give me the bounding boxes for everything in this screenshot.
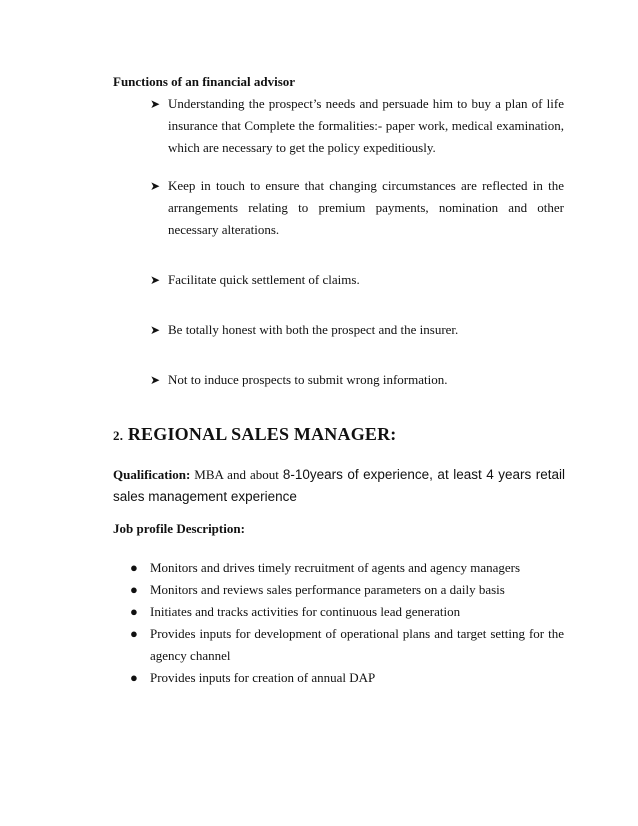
list-item-text: Provides inputs for creation of annual DAP [150,670,376,685]
qualification-label: Qualification: [113,467,191,482]
job-profile-heading: Job profile Description: [113,521,245,536]
list-item [130,601,564,623]
dot-bullet-icon: ● [130,560,138,575]
advisor-functions-heading: Functions of an financial advisor [113,74,296,89]
list-item [130,623,564,667]
dot-bullet-icon: ● [130,670,138,685]
list-item-text: Understanding the prospect’s needs and persuade him to buy a plan of life insurance that Complete the formalities:- paper work, medical examination, which are necessary to get the policy expeditiously. [168,96,564,155]
advisor-functions-list [150,93,564,391]
dot-bullet-icon: ● [130,604,138,619]
arrow-bullet-icon: ➤ [150,273,161,287]
list-item [150,269,564,291]
section-number: 2. [113,428,124,443]
list-item [130,667,564,689]
list-item [150,319,564,341]
list-item [150,93,564,159]
list-item-text: Not to induce prospects to submit wrong information. [168,372,448,387]
qualification-text-sans: 8-10years of experience, at least 4 years retail sales management experience [113,467,565,504]
list-item-text: Be totally honest with both the prospect and the insurer. [168,322,459,337]
list-item [150,369,564,391]
dot-bullet-icon: ● [130,626,138,641]
section-title [113,424,397,445]
list-item-text: Initiates and tracks activities for continuous lead generation [150,604,461,619]
qualification-paragraph [113,464,565,508]
section-title-text: REGIONAL SALES MANAGER: [127,424,397,444]
list-item [150,175,564,241]
arrow-bullet-icon: ➤ [150,179,161,193]
dot-bullet-icon: ● [130,582,138,597]
list-item [130,579,564,601]
list-item-text: Facilitate quick settlement of claims. [168,272,360,287]
arrow-bullet-icon: ➤ [150,373,161,387]
arrow-bullet-icon: ➤ [150,97,161,111]
list-item-text: Monitors and drives timely recruitment of agents and agency managers [150,560,521,575]
list-item-text: Provides inputs for development of operational plans and target setting for the agency channel [150,626,564,663]
list-item-text: Monitors and reviews sales performance parameters on a daily basis [150,582,505,597]
qualification-text-serif: MBA and about [194,467,279,482]
job-profile-list [130,557,564,689]
list-item [130,557,564,579]
arrow-bullet-icon: ➤ [150,323,161,337]
list-item-text: Keep in touch to ensure that changing circumstances are reflected in the arrangements relating to premium payments, nomination and other necessary alterations. [168,178,564,237]
